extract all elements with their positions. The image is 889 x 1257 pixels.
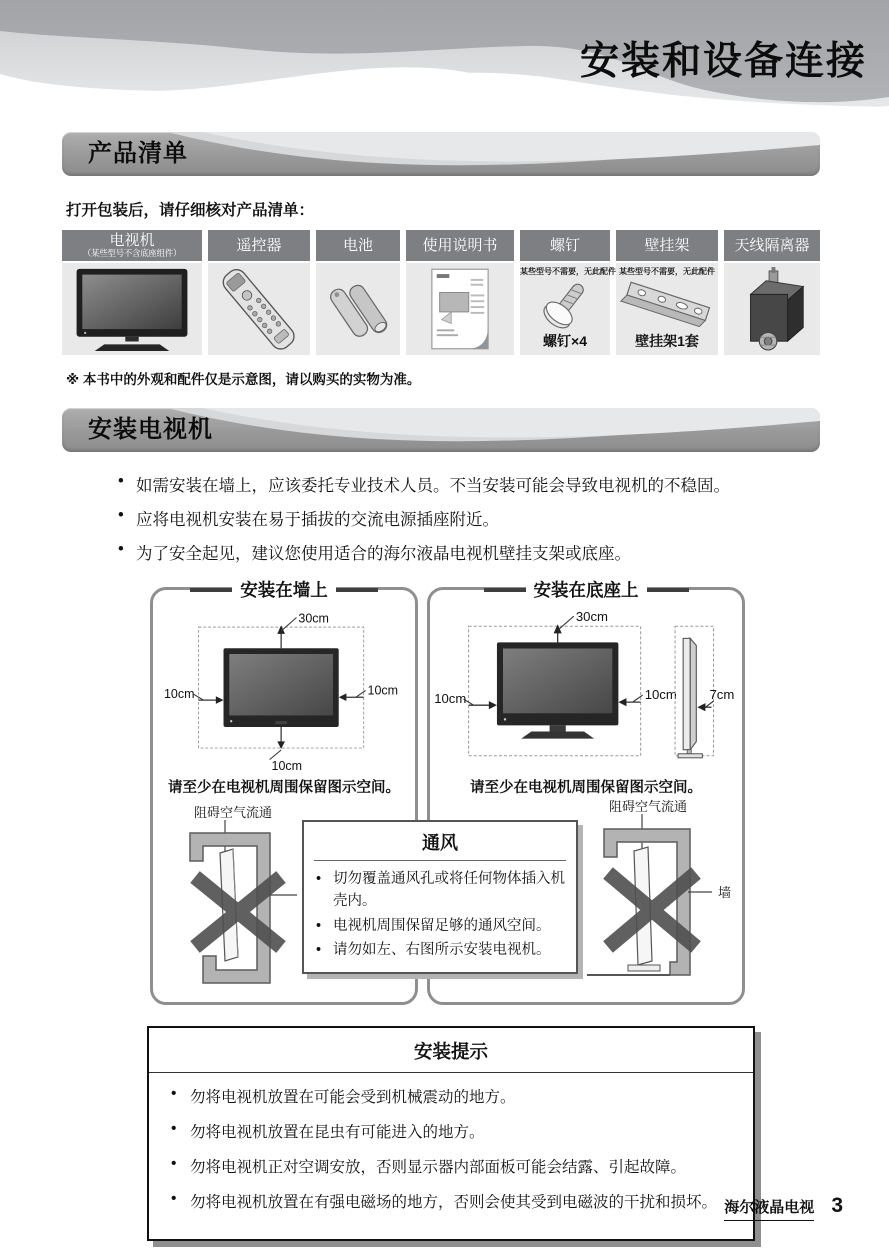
- tips-bullet: • 勿将电视机放置在昆虫有可能进入的地方。: [171, 1120, 735, 1142]
- column-header-screw: [520, 230, 610, 261]
- remote-icon: [213, 266, 305, 352]
- column-label: 电视机: [109, 232, 155, 250]
- column-label: 遥控器: [236, 236, 282, 254]
- stand-mount-box-title: [430, 577, 742, 602]
- product-cell-screw: [520, 263, 616, 355]
- airflow-label: 阻碍空气流通: [193, 805, 273, 820]
- tips-bullet: • 勿将电视机正对空调安放，否则显示器内部面板可能会结露、引起故障。: [171, 1155, 735, 1177]
- page-header: [0, 0, 889, 112]
- column-label: 天线隔离器: [734, 236, 810, 254]
- install-bullet: • 如需安装在墙上，应该委托专业技术人员。不当安装可能会导致电视机的不稳固。: [118, 472, 889, 496]
- install-bullet-list: [118, 472, 889, 564]
- page-title: 安装和设备连接: [579, 40, 867, 83]
- product-cell-battery: [316, 263, 400, 355]
- product-column-wall-bracket: [616, 230, 718, 355]
- column-header-manual: [406, 230, 514, 261]
- stand-mount-title-text: 安装在底座上: [526, 577, 647, 602]
- wall-mount-title-text: 安装在墙上: [232, 577, 336, 602]
- cell-note: 某些型号不需要，无此配件: [520, 267, 616, 276]
- column-label: 壁挂架: [644, 236, 690, 254]
- screw-icon: [537, 278, 593, 334]
- blocked-airflow-wall-diagram: [165, 805, 323, 1001]
- column-sublabel: （某些型号不含底座组件）: [82, 247, 182, 258]
- column-label: 螺钉: [549, 236, 580, 254]
- dim-right: 10cm: [367, 683, 399, 698]
- title-line: [336, 588, 378, 592]
- wall-mount-box-title: [153, 577, 415, 602]
- column-header-antenna-isolator: [724, 230, 820, 261]
- antenna-isolator-icon: [733, 267, 811, 351]
- dim-right: 10cm: [644, 687, 677, 703]
- column-header-wall-bracket: [616, 230, 718, 261]
- installation-diagrams: [0, 574, 889, 1016]
- product-cell-wall-bracket: [616, 263, 718, 355]
- install-bullet: • 为了安全起见，建议您使用适合的海尔液晶电视机壁挂支架或底座。: [118, 540, 889, 564]
- section-title-product-list: 产品清单: [88, 140, 188, 167]
- airflow-label: 阻碍空气流通: [608, 799, 688, 814]
- product-table: [62, 230, 820, 355]
- divider: [314, 860, 566, 861]
- ventilation-bullet-list: [316, 868, 566, 962]
- page-number: 3: [831, 1194, 843, 1217]
- manual-icon: [428, 267, 492, 351]
- tips-bullet: • 勿将电视机放置在有强电磁场的地方，否则会使其受到电磁波的干扰和损坏。: [171, 1190, 735, 1212]
- ventilation-bullet: • 请勿如左、右图所示安装电视机。: [316, 939, 566, 961]
- column-header-battery: [316, 230, 400, 261]
- column-label: 电池: [342, 236, 373, 254]
- installation-tips-box: [147, 1026, 755, 1241]
- product-column-manual: [406, 230, 514, 355]
- page-footer: [724, 1194, 843, 1221]
- cell-note: 某些型号不需要，无此配件: [619, 267, 715, 276]
- product-column-tv: [62, 230, 202, 355]
- product-column-antenna-isolator: [724, 230, 820, 355]
- divider: [149, 1072, 753, 1073]
- tips-title: 安装提示: [413, 1041, 488, 1062]
- ventilation-title: 通风: [422, 833, 458, 853]
- stand-clearance-diagram: [434, 606, 738, 774]
- product-cell-remote: [208, 263, 310, 355]
- product-column-battery: [316, 230, 400, 355]
- product-cell-tv: [62, 263, 202, 355]
- dim-side: 7cm: [709, 687, 735, 703]
- title-line: [647, 588, 689, 592]
- dim-left: 10cm: [164, 687, 195, 702]
- product-list-disclaimer: ※ 本书中的外观和配件仅是示意图，请以购买的实物为准。: [66, 372, 421, 387]
- section-title-install: 安装电视机: [88, 416, 213, 443]
- tips-bullet: • 勿将电视机放置在可能会受到机械震动的地方。: [171, 1085, 735, 1107]
- cell-caption: 螺钉×4: [543, 333, 587, 349]
- column-header-tv: [62, 230, 202, 261]
- product-list-intro: 打开包装后，请仔细核对产品清单：: [66, 202, 315, 219]
- wall-clearance-diagram: [162, 606, 406, 774]
- column-label: 使用说明书: [422, 236, 498, 254]
- product-column-screw: [520, 230, 616, 355]
- wall-clearance-caption: 请至少在电视机周围保留图示空间。: [168, 780, 400, 796]
- wall-bracket-icon: [620, 275, 714, 335]
- blocked-airflow-stand-diagram: [582, 799, 734, 999]
- tips-bullet-list: [171, 1085, 735, 1212]
- dim-left: 10cm: [434, 691, 467, 707]
- cell-caption: 壁挂架1套: [635, 333, 699, 349]
- battery-icon: [320, 269, 396, 349]
- install-bullet: • 应将电视机安装在易于插拔的交流电源插座附近。: [118, 506, 889, 530]
- ventilation-bullet: • 电视机周围保留足够的通风空间。: [316, 915, 566, 937]
- product-cell-manual: [406, 263, 514, 355]
- ventilation-note-box: [302, 820, 578, 974]
- product-column-remote: [208, 230, 310, 355]
- dim-top: 30cm: [298, 611, 329, 626]
- ventilation-bullet: • 切勿覆盖通风孔或将任何物体插入机壳内。: [316, 868, 566, 913]
- dim-bottom: 10cm: [271, 759, 303, 774]
- wall-label: 墙: [718, 885, 732, 900]
- column-header-remote: [208, 230, 310, 261]
- title-line: [484, 588, 526, 592]
- stand-clearance-caption: 请至少在电视机周围保留图示空间。: [470, 780, 702, 796]
- section-banner-product-list: [62, 132, 820, 176]
- title-line: [190, 588, 232, 592]
- product-cell-antenna-isolator: [724, 263, 820, 355]
- tv-front-icon: [69, 266, 195, 352]
- dim-top: 30cm: [575, 609, 609, 625]
- section-banner-install: [62, 408, 820, 452]
- footer-brand: 海尔液晶电视: [724, 1196, 814, 1221]
